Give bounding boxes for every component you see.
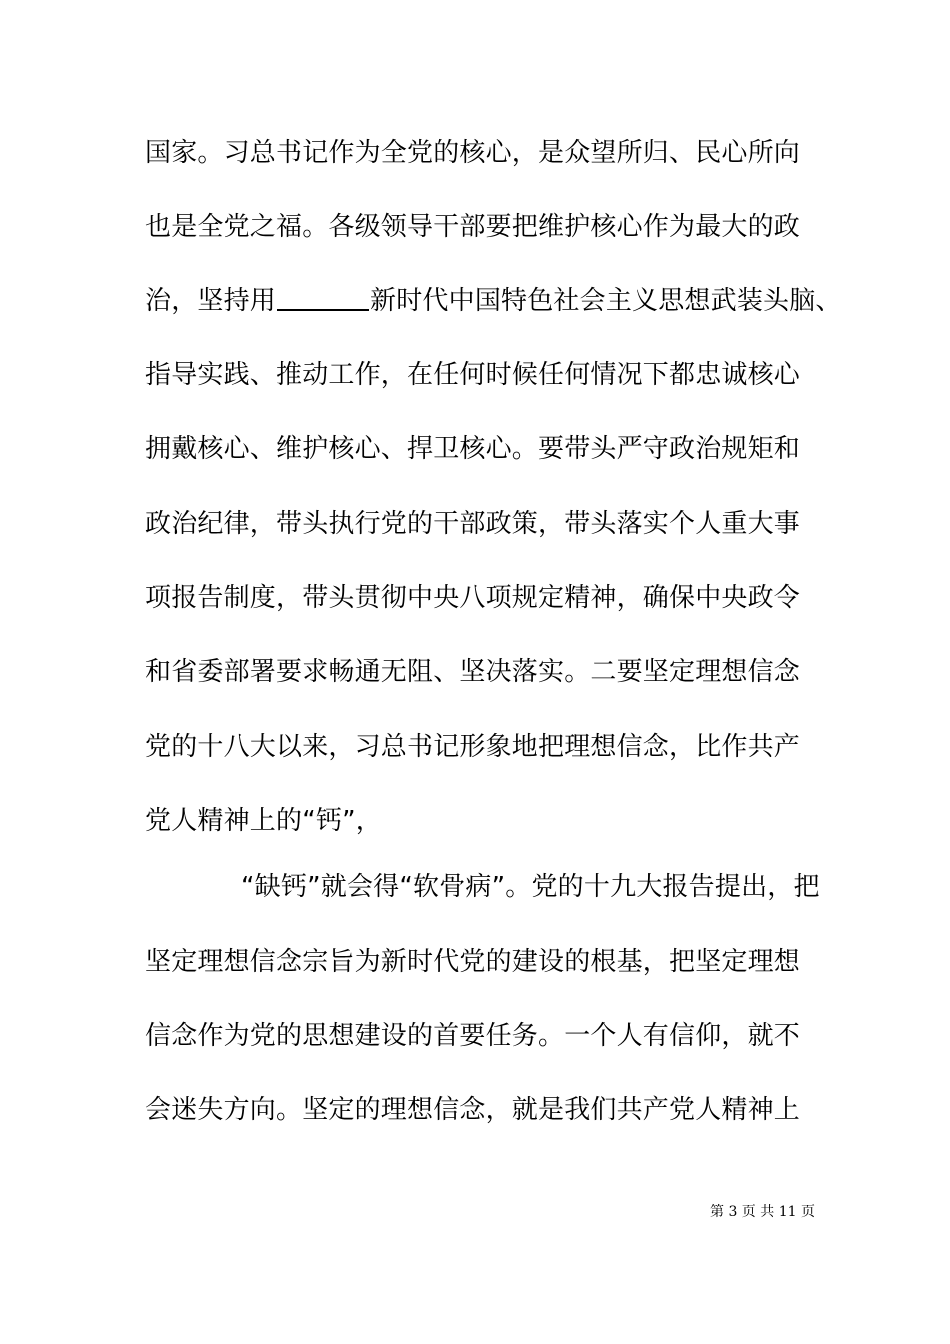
paragraph-line: 也是全党之福。各级领导干部要把维护核心作为最大的政 bbox=[145, 212, 801, 242]
paragraph-line: 政治纪律，带头执行党的干部政策，带头落实个人重大事 bbox=[145, 509, 801, 539]
paragraph-line: 国家。习总书记作为全党的核心，是众望所归、民心所向 bbox=[145, 138, 801, 168]
line-text-after-blank: 新时代中国特色社会主义思想武装头脑、 bbox=[370, 286, 842, 316]
paragraph-line: 拥戴核心、维护核心、捍卫核心。要带头严守政治规矩和 bbox=[145, 434, 801, 464]
paragraph-line: 党的十八大以来，习总书记形象地把理想信念，比作共产 bbox=[145, 732, 801, 762]
paragraph-line: 信念作为党的思想建设的首要任务。一个人有信仰，就不 bbox=[145, 1021, 801, 1051]
paragraph-line: “缺钙”就会得“软骨病”。党的十九大报告提出，把 bbox=[241, 872, 820, 902]
page-number: 第 3 页 共 11 页 bbox=[710, 1204, 815, 1220]
paragraph-line: 党人精神上的“钙”， bbox=[145, 806, 382, 836]
paragraph-line: 项报告制度，带头贯彻中央八项规定精神，确保中央政令 bbox=[145, 583, 801, 613]
paragraph-line: 会迷失方向。坚定的理想信念，就是我们共产党人精神上 bbox=[145, 1095, 801, 1125]
paragraph-line: 和省委部署要求畅通无阻、坚决落实。二要坚定理想信念 bbox=[145, 657, 801, 687]
paragraph-line: 坚定理想信念宗旨为新时代党的建设的根基，把坚定理想 bbox=[145, 947, 801, 977]
fill-in-blank bbox=[277, 285, 369, 311]
line-text-before-blank: 治，坚持用 bbox=[145, 286, 277, 316]
paragraph-line: 指导实践、推动工作，在任何时候任何情况下都忠诚核心 bbox=[145, 360, 801, 390]
paragraph-line-with-blank bbox=[145, 285, 842, 317]
